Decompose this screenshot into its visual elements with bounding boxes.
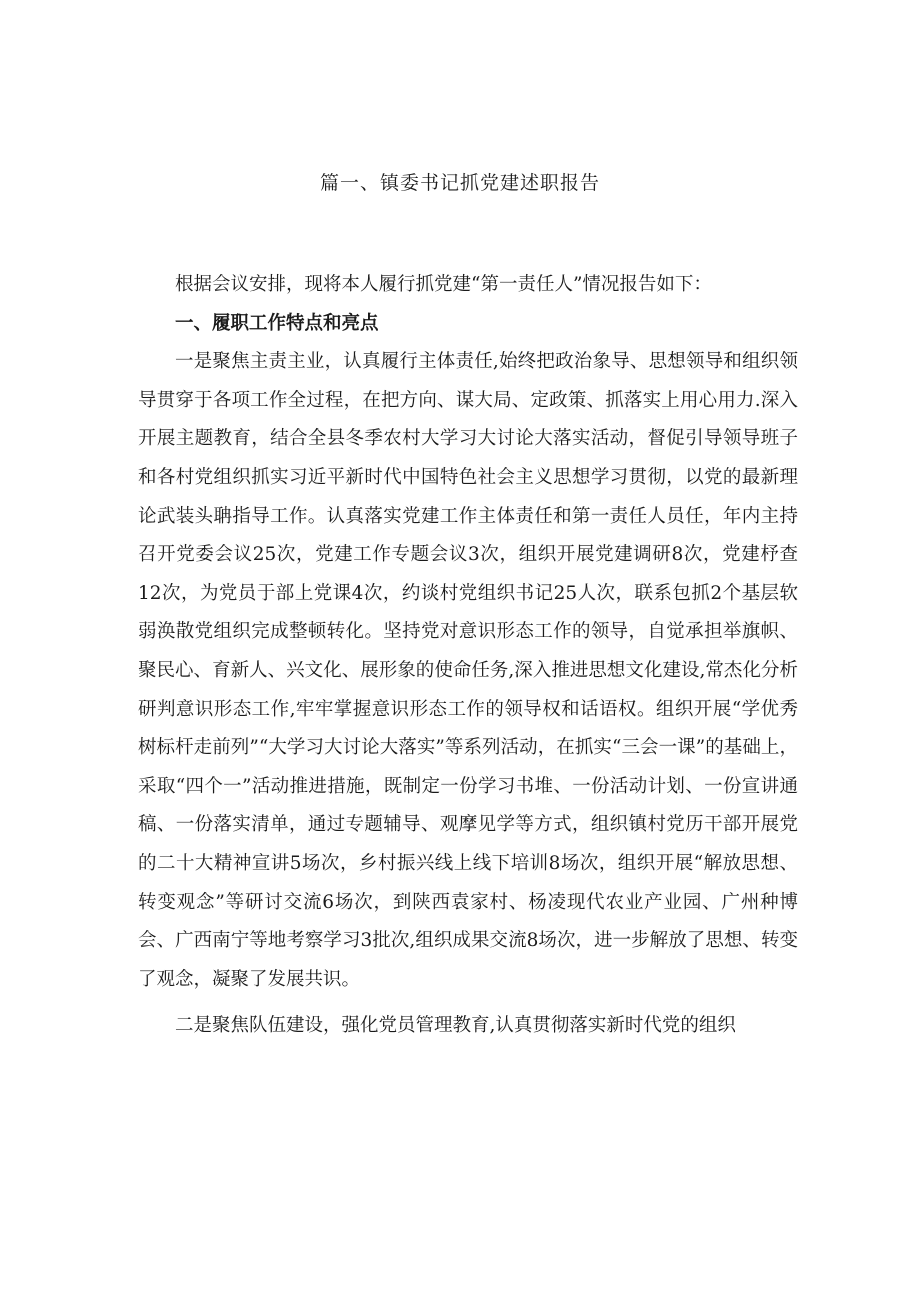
section-heading: 一、履职工作特点和亮点 (175, 312, 379, 334)
document-body (138, 266, 798, 1046)
document-title: 篇一、镇委书记抓党建述职报告 (319, 172, 600, 194)
body-paragraph-2: 二是聚焦队伍建设，强化党员管理教育,认真贯彻落实新时代党的组织 (175, 1015, 736, 1037)
intro-paragraph: 根据会议安排，现将本人履行抓党建“第一责任人”情况报告如下： (175, 274, 712, 295)
body-paragraph-1: 一是聚焦主责主业，认真履行主体责任,始终把政治象导、思想领导和组织领导贯穿于各项工作全过程，在把方向、谋大局、定政策、抓落实上用心用力.深入开展主题教育，结合全县冬季农村大学习大讨论大落实活动，督促引导领导班子和各村党组织抓实习近平新时代中国特色社会主义思想学习贯彻，以党的最新理论武装头聃指导工作。认真落实党建工作主体责任和第一责任人员任，年内主持召开党委会议25次，党建工作专题会议3次，组织开展党建调研8次，党建杼查12次，为党员于部上党课4次，约谈村党组织书记25人次，联系包抓2个基层软弱涣散党组织完成整顿转化。坚持党对意识形态工作的领导，自觉承担举旗帜、聚民心、育新人、兴文化、展形象的使命任务,深入推进思想文化建设,常杰化分析研判意识形态工作,牢牢掌握意识形态工作的领导权和话语权。组织开展“学优秀树标杆走前列”“大学习大讨论大落实”等系列活动，在抓实“三会一课”的基础上，采取“四个一”活动推进措施，既制定一份学习书堆、一份活动计划、一份宣讲通稿、一份落实清单，通过专题辅导、观摩见学等方式，组织镇村党历干部开展党的二十大精神宣讲5场次，乡村振兴线上线下培训8场次，组织开展“解放思想、转变观念”等研讨交流6场次，到陕西袁家村、杨凌现代农业产业园、广州种博会、广西南宁等地考察学习3批次,组织成果交流8场次，进一步解放了思想、转变了观念，凝聚了发展共识。 (138, 351, 798, 990)
